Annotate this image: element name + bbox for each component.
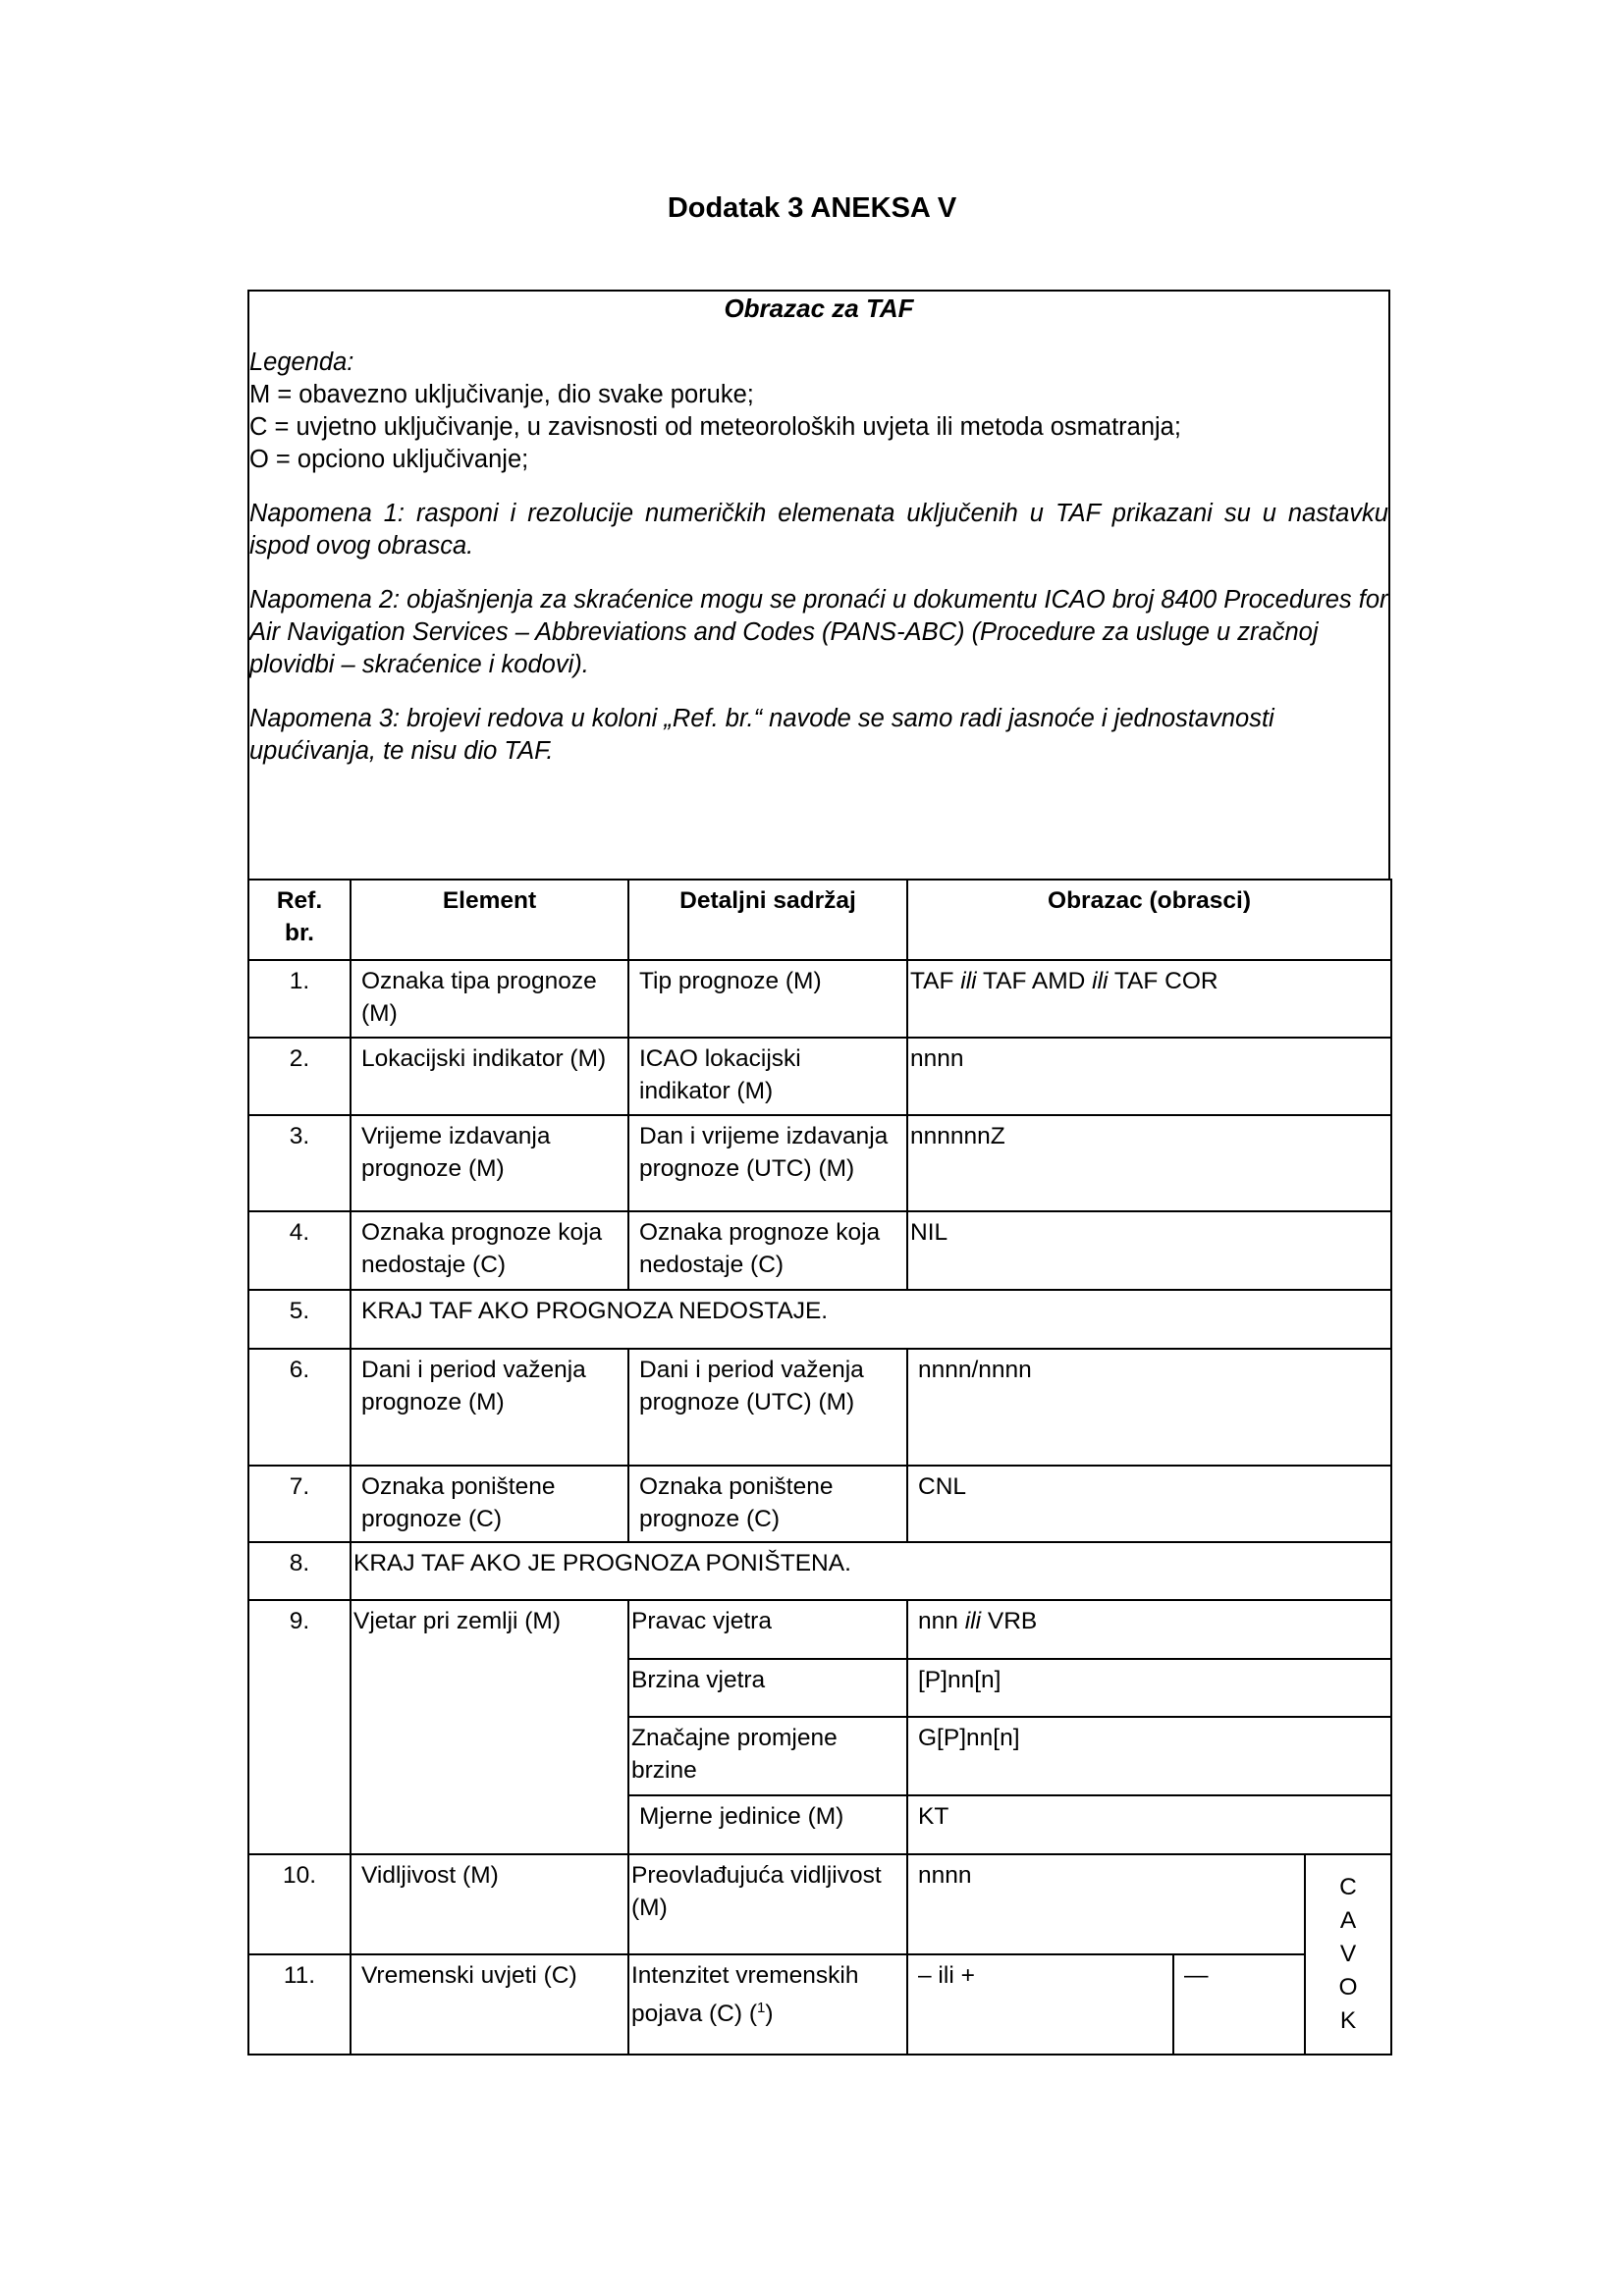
table-row	[248, 1115, 1391, 1211]
pattern-cell: KT	[907, 1795, 1391, 1854]
ref-cell: 3.	[248, 1115, 351, 1211]
pattern-cell: TAF ili TAF AMD ili TAF COR	[907, 960, 1391, 1038]
pattern-cell: nnnn	[907, 1854, 1305, 1954]
element-cell: Vjetar pri zemlji (M)	[351, 1600, 628, 1854]
table-header-row	[248, 880, 1391, 960]
element-cell: Vremenski uvjeti (C)	[351, 1954, 628, 2055]
cavok-cell	[1305, 1854, 1391, 2055]
legend-item: C = uvjetno uključivanje, u zavisnosti od meteoroloških uvjeta ili metoda osmatranja;	[249, 413, 1181, 441]
element-cell: Vidljivost (M)	[351, 1854, 628, 1954]
element-cell: Vrijeme izdavanja prognoze (M)	[351, 1115, 628, 1211]
pattern-cell: NIL	[907, 1211, 1391, 1290]
cavok-letter: V	[1339, 1941, 1357, 1967]
ref-cell: 5.	[248, 1290, 351, 1349]
ref-cell: 10.	[248, 1854, 351, 1954]
form-title: Obrazac za TAF	[724, 294, 914, 323]
pattern-cell: nnnn	[907, 1038, 1391, 1115]
note-1: Napomena 1: rasponi i rezolucije numeričkih elemenata uključenih u TAF prikazani su u nastavku ispod ovog obrasca.	[249, 500, 1388, 560]
table-row	[248, 1211, 1391, 1290]
table-row	[248, 1466, 1391, 1542]
pattern-cell: [P]nn[n]	[907, 1659, 1391, 1717]
end-note-cell: KRAJ TAF AKO PROGNOZA NEDOSTAJE.	[351, 1290, 1391, 1349]
table-row	[248, 1038, 1391, 1115]
table-row	[248, 1290, 1391, 1349]
note-3: Napomena 3: brojevi redova u koloni „Ref. br.“ navode se samo radi jasnoće i jednostavnosti upućivanja, te nisu dio TAF.	[249, 705, 1274, 765]
element-cell: Dani i period važenja prognoze (M)	[351, 1349, 628, 1466]
detail-cell: Značajne promjene brzine	[628, 1717, 907, 1795]
legend-item: M = obavezno uključivanje, dio svake poruke;	[249, 381, 754, 408]
ref-cell: 2.	[248, 1038, 351, 1115]
legend-item: O = opciono uključivanje;	[249, 446, 529, 473]
cavok-letter: K	[1339, 2007, 1357, 2034]
form-header-box	[247, 290, 1390, 879]
detail-cell: Pravac vjetra	[628, 1600, 907, 1659]
ref-cell: 1.	[248, 960, 351, 1038]
detail-cell: Tip prognoze (M)	[628, 960, 907, 1038]
cavok-letter: A	[1339, 1907, 1357, 1934]
table-row	[248, 960, 1391, 1038]
pattern-cell-2: —	[1173, 1954, 1305, 2055]
detail-cell: Preovlađujuća vidljivost (M)	[628, 1854, 907, 1954]
end-note-cell: KRAJ TAF AKO JE PROGNOZA PONIŠTENA.	[351, 1542, 1391, 1600]
pattern-cell: CNL	[907, 1466, 1391, 1542]
ref-cell: 6.	[248, 1349, 351, 1466]
element-cell: Oznaka prognoze koja nedostaje (C)	[351, 1211, 628, 1290]
table-row	[248, 1542, 1391, 1600]
taf-table	[247, 879, 1392, 2056]
cavok-letter: C	[1339, 1874, 1357, 1900]
detail-cell: Dani i period važenja prognoze (UTC) (M)	[628, 1349, 907, 1466]
footnote-marker: 1	[756, 2000, 766, 2016]
header-element: Element	[351, 880, 628, 960]
element-cell: Oznaka poništene prognoze (C)	[351, 1466, 628, 1542]
element-cell: Oznaka tipa prognoze (M)	[351, 960, 628, 1038]
pattern-cell: nnn ili VRB	[907, 1600, 1391, 1659]
pattern-cell: – ili +	[907, 1954, 1173, 2055]
page-title: Dodatak 3 ANEKSA V	[667, 192, 957, 224]
ref-cell: 7.	[248, 1466, 351, 1542]
table-row	[248, 1854, 1391, 1954]
table-row	[248, 1600, 1391, 1659]
legend	[249, 347, 1388, 476]
cavok-letter: O	[1338, 1974, 1358, 2001]
pattern-cell: nnnnnnZ	[907, 1115, 1391, 1211]
pattern-cell: nnnn/nnnn	[907, 1349, 1391, 1466]
detail-cell: Dan i vrijeme izdavanja prognoze (UTC) (M)	[628, 1115, 907, 1211]
header-detail: Detaljni sadržaj	[628, 880, 907, 960]
header-ref: Ref. br.	[248, 880, 351, 960]
element-cell: Lokacijski indikator (M)	[351, 1038, 628, 1115]
detail-cell: Brzina vjetra	[628, 1659, 907, 1717]
header-pattern: Obrazac (obrasci)	[907, 880, 1391, 960]
ref-cell: 9.	[248, 1600, 351, 1854]
note-2: Napomena 2: objašnjenja za skraćenice mogu se pronaći u dokumentu ICAO broj 8400 Procedures for Air Navigation Services – Abbreviations and Codes (PANS-ABC) (Procedure za usluge u zračnoj plovidbi – skraćenice i kodovi).	[249, 586, 1388, 678]
table-row	[248, 1349, 1391, 1466]
ref-cell: 4.	[248, 1211, 351, 1290]
detail-cell: ICAO lokacijski indikator (M)	[628, 1038, 907, 1115]
ref-cell: 8.	[248, 1542, 351, 1600]
detail-cell: Oznaka poništene prognoze (C)	[628, 1466, 907, 1542]
detail-cell: Mjerne jedinice (M)	[628, 1795, 907, 1854]
detail-cell: Intenzitet vremenskih pojava (C) ($^1$)	[628, 1954, 907, 2055]
table-row	[248, 1954, 1391, 2055]
detail-cell: Oznaka prognoze koja nedostaje (C)	[628, 1211, 907, 1290]
ref-cell: 11.	[248, 1954, 351, 2055]
pattern-cell: G[P]nn[n]	[907, 1717, 1391, 1795]
legend-title: Legenda:	[249, 348, 354, 376]
